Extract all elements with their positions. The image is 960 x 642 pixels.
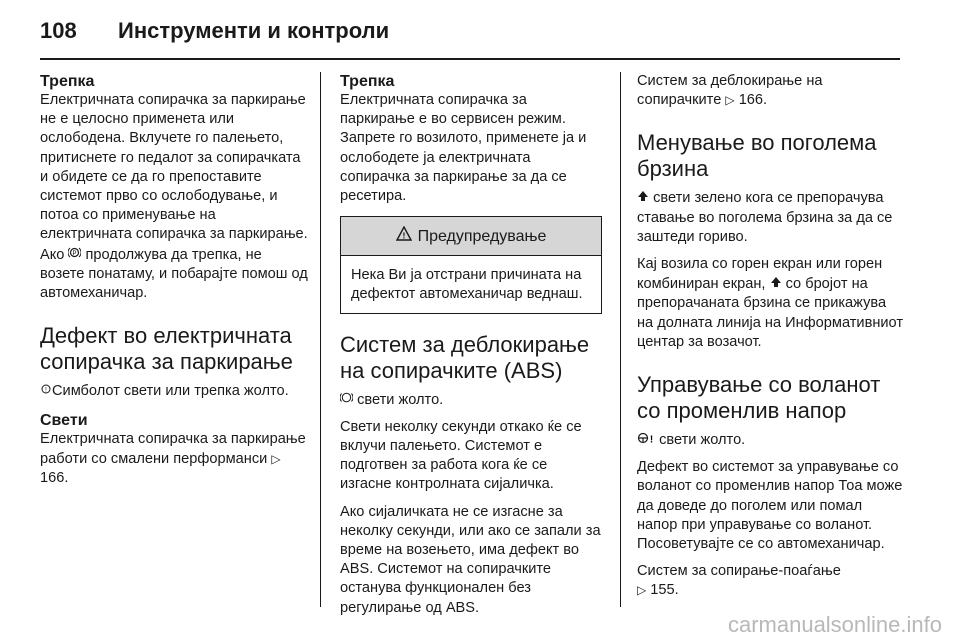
- svg-text:!: !: [649, 434, 654, 445]
- abs-cross-reference: Систем за деблокирање на сопирачките ▷ 166.: [637, 73, 823, 109]
- section-heading-abs: Систем за деблокирање на сопирачките (ABS): [340, 331, 590, 383]
- abs-paragraph-2: Ако сијаличката не се изгасне за неколку секунди, или ако се запали за време на возењето, има дефект во ABS. Системот на сопирачките останува функционален без регулирање од ABS.: [340, 503, 601, 616]
- section-title-blinking-2: Трепка: [340, 73, 395, 90]
- section-heading-upshift: Менување во поголема брзина: [637, 130, 877, 182]
- section-heading-epb-fault: Дефект во електричната сопирачка за паркирање: [40, 323, 293, 375]
- column-divider-2: [620, 72, 621, 607]
- page-number: 108: [40, 18, 77, 43]
- warning-body: Нека Ви ја отстрани причината на дефектот автомеханичар веднаш.: [351, 267, 583, 303]
- abs-lit-paragraph: свети жолто.: [340, 390, 602, 410]
- svg-text:!: !: [402, 231, 405, 241]
- column-3: [637, 72, 905, 609]
- epb-fault-paragraph: ! Симболот свети или трепка жолто.: [40, 381, 310, 401]
- page-header: [40, 14, 920, 48]
- svg-text:!: !: [45, 387, 47, 394]
- page-title: Инструменти и контроли: [118, 18, 390, 43]
- warning-header: [341, 217, 601, 256]
- steering-paragraph-1: Дефект во системот за управување со воланот со променлив напор Тоа може да доведе до поголем или помал напор при управување со воланот. Посоветувајте се со автомеханичар.: [637, 459, 903, 553]
- abs-icon: [340, 390, 353, 409]
- section-title-lit: Свети: [40, 412, 88, 430]
- svg-text:P: P: [72, 250, 77, 257]
- upshift-arrow-icon: [770, 274, 782, 293]
- lit-paragraph: Електричната сопирачка за паркирање работи со смалени перформанси ▷ 166.: [40, 431, 306, 486]
- steering-lit-paragraph: ! свети жолто.: [637, 430, 905, 450]
- brake-warning-icon: [40, 381, 52, 400]
- section-heading-steering: Управување со воланот со променлив напор: [637, 372, 881, 424]
- upshift-paragraph-1: свети зелено кога се препорачува ставање во поголема брзина за да се заштеди гориво.: [637, 190, 893, 245]
- section-title-blinking: Трепка: [40, 73, 95, 90]
- header-rule: [40, 58, 900, 60]
- warning-title: Предупредување: [417, 227, 547, 245]
- upshift-arrow-icon: [637, 188, 649, 207]
- column-2: [340, 72, 602, 626]
- page-reference-icon: ▷: [637, 583, 647, 598]
- page-reference-icon: ▷: [271, 451, 281, 466]
- abs-paragraph-1: Свети неколку секунди откако ќе се вклучи палењето. Системот е подготвен за работа кога ќе се изгасне контролната сијаличка.: [340, 418, 582, 493]
- parking-brake-icon: [68, 245, 81, 264]
- watermark: carmanualsonline.info: [727, 612, 942, 637]
- warning-triangle-icon: [396, 226, 412, 246]
- blinking-paragraph: Електричната сопирачка за паркирање не е целосно применета или ослободена. Вклучете го палењето, притиснете го педалот за сопирачката и обидете се да го препоставите системот прво со ослободување, и потоа со применување на електричната сопирачка за паркирање. Ако P продолжува да трепка, не возете понатаму, и побарајте помош од автомеханичар.: [40, 92, 308, 302]
- steering-wheel-warning-icon: [637, 430, 655, 449]
- upshift-paragraph-2: Кај возила со горен екран или горен комбиниран екран, со бројот на препорачаната брзина се прикажува на долната линија на Информативниот центар за возачот.: [637, 256, 904, 350]
- column-divider-1: [320, 72, 321, 607]
- page-reference-icon: ▷: [725, 93, 735, 108]
- steering-paragraph-2: Систем за сопирање-поаѓање ▷ 155.: [637, 563, 841, 599]
- service-mode-paragraph: Електричната сопирачка за паркирање е во сервисен режим. Запрете го возилото, применете ја и ослободете ја електричната сопирачка за паркирање за да се ресетира.: [340, 92, 587, 205]
- warning-box: [340, 216, 602, 313]
- column-1: [40, 72, 310, 496]
